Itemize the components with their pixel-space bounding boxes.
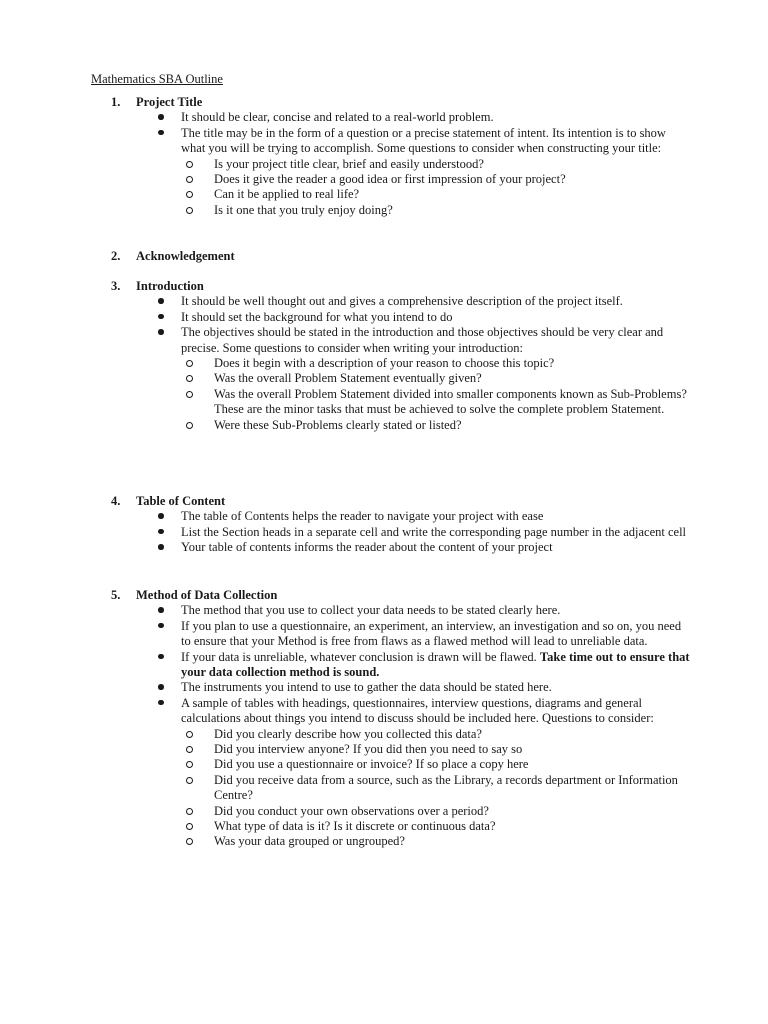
list-item-text: It should be clear, concise and related to a real-world problem. [181, 110, 494, 125]
sub-list-item [185, 172, 691, 187]
sub-list-item [185, 773, 691, 804]
section-introduction [111, 279, 691, 433]
bullet-icon [158, 314, 164, 320]
list-item [111, 603, 691, 618]
list-item [111, 509, 691, 524]
sub-list-item-text: Were these Sub-Problems clearly stated or listed? [214, 417, 462, 432]
sub-list-item [185, 387, 691, 418]
bullet-icon [158, 654, 164, 660]
circle-bullet-icon [186, 375, 193, 382]
bullet-icon [158, 544, 164, 550]
list-item [111, 525, 691, 540]
circle-bullet-icon [186, 360, 193, 367]
section-number: 3. [111, 279, 121, 293]
list-item-text: The instruments you intend to use to gather the data should be stated here. [181, 680, 552, 695]
circle-bullet-icon [186, 761, 193, 768]
bullet-icon [158, 130, 164, 136]
circle-bullet-icon [186, 191, 193, 198]
sub-list-item [185, 203, 691, 218]
bullet-icon [158, 700, 164, 706]
list-item [111, 619, 691, 650]
bullet-icon [158, 623, 164, 629]
section-project-title [111, 95, 691, 218]
circle-bullet-icon [186, 391, 193, 398]
sub-list-item [185, 187, 691, 202]
list-item-text-plain: If your data is unreliable, whatever conclusion is drawn will be flawed. [181, 649, 540, 664]
sub-list-item-text: Does it give the reader a good idea or first impression of your project? [214, 172, 566, 187]
section-heading-text: Table of Content [136, 494, 226, 508]
sub-list-item [185, 834, 691, 849]
list-item-text: The table of Contents helps the reader to navigate your project with ease [181, 509, 544, 524]
circle-bullet-icon [186, 731, 193, 738]
circle-bullet-icon [186, 808, 193, 815]
list-item [111, 325, 691, 433]
list-item-text: It should set the background for what you intend to do [181, 309, 453, 324]
section-heading-text: Introduction [136, 279, 204, 293]
sub-list-item-text: Is your project title clear, brief and easily understood? [214, 156, 484, 171]
list-item-text: If you plan to use a questionnaire, an experiment, an interview, an investigation and so on, you need to ensure that your Method is free from flaws as a flawed method will lead to unreliable data. [181, 618, 682, 649]
bullet-icon [158, 298, 164, 304]
list-item [111, 650, 691, 681]
circle-bullet-icon [186, 777, 193, 784]
sub-list-item [185, 418, 691, 433]
sub-list-item-text: Did you conduct your own observations over a period? [214, 803, 489, 818]
section-heading [111, 249, 691, 264]
section-heading [111, 588, 691, 603]
sub-list-item-text: Was your data grouped or ungrouped? [214, 834, 405, 849]
sub-list-item-text: Did you receive data from a source, such as the Library, a records department or Information Centre? [214, 772, 678, 803]
sub-list-item-text: What type of data is it? Is it discrete or continuous data? [214, 819, 496, 834]
bullet-list [111, 294, 691, 433]
sub-list-item [185, 157, 691, 172]
section-heading [111, 279, 691, 294]
sub-list-item [185, 371, 691, 386]
bullet-icon [158, 513, 164, 519]
section-number: 2. [111, 249, 121, 263]
list-item-text: The method that you use to collect your data needs to be stated clearly here. [181, 603, 561, 618]
sub-list-item-text: Was the overall Problem Statement eventually given? [214, 371, 482, 386]
list-item [111, 126, 691, 218]
section-number: 5. [111, 588, 121, 602]
section-heading-text: Acknowledgement [136, 249, 235, 263]
section-heading [111, 95, 691, 110]
list-item-text: Your table of contents informs the reader about the content of your project [181, 540, 553, 555]
bullet-list [111, 509, 691, 555]
sub-list [185, 727, 691, 850]
list-item-text: The objectives should be stated in the introduction and those objectives should be very clear and precise. Some questions to consider when writing your introduction: [181, 325, 664, 355]
circle-bullet-icon [186, 161, 193, 168]
sub-list-item-text: Does it begin with a description of your reason to choose this topic? [214, 356, 555, 371]
section-method-of-data-collection [111, 588, 691, 850]
sub-list-item-text: Can it be applied to real life? [214, 187, 360, 202]
list-item-text: It should be well thought out and gives a comprehensive description of the project itself. [181, 294, 623, 309]
sub-list-item-text: Did you interview anyone? If you did then you need to say so [214, 742, 523, 757]
sub-list-item-text: Did you use a questionnaire or invoice? If so place a copy here [214, 757, 529, 772]
sub-list-item [185, 356, 691, 371]
list-item [111, 680, 691, 695]
section-number: 1. [111, 95, 121, 109]
circle-bullet-icon [186, 207, 193, 214]
bullet-icon [158, 607, 164, 613]
circle-bullet-icon [186, 838, 193, 845]
list-item-text: List the Section heads in a separate cell and write the corresponding page number in the adjacent cell [181, 524, 687, 539]
circle-bullet-icon [186, 176, 193, 183]
bullet-icon [158, 114, 164, 120]
section-heading-text: Project Title [136, 95, 203, 109]
document-title: Mathematics SBA Outline [91, 72, 223, 86]
bullet-list [111, 603, 691, 850]
list-item-text-bold: Take time out to ensure that your data collection method is sound. [181, 649, 690, 680]
list-item-text: A sample of tables with headings, questionnaires, interview questions, diagrams and general calculations about things you intend to discuss should be included here. Questions to consider: [181, 695, 654, 726]
list-item [111, 310, 691, 325]
bullet-list [111, 110, 691, 218]
section-number: 4. [111, 494, 121, 508]
section-heading [111, 494, 691, 509]
circle-bullet-icon [186, 422, 193, 429]
bullet-icon [158, 329, 164, 335]
bullet-icon [158, 529, 164, 535]
circle-bullet-icon [186, 746, 193, 753]
sub-list-item [185, 742, 691, 757]
bullet-icon [158, 684, 164, 690]
list-item-text: The title may be in the form of a question or a precise statement of intent. Its intention is to show what you will be trying to accomplish. Some questions to consider when constructing your title: [181, 125, 666, 156]
sub-list-item-text: Did you clearly describe how you collected this data? [214, 726, 482, 741]
list-item [111, 696, 691, 850]
sub-list-item [185, 804, 691, 819]
list-item-text [181, 650, 691, 681]
sub-list-item [185, 819, 691, 834]
circle-bullet-icon [186, 823, 193, 830]
section-table-of-content [111, 494, 691, 556]
sub-list-item-text: Was the overall Problem Statement divided into smaller components known as Sub-Problems? These are the minor tasks that must be achieved to solve the complete problem Statement. [214, 386, 687, 417]
sub-list-item-text: Is it one that you truly enjoy doing? [214, 202, 393, 217]
section-heading-text: Method of Data Collection [136, 588, 278, 602]
list-item [111, 540, 691, 555]
sub-list-item [185, 727, 691, 742]
list-item [111, 110, 691, 125]
sub-list [185, 356, 691, 433]
section-acknowledgement [111, 249, 691, 264]
sub-list-item [185, 757, 691, 772]
list-item [111, 294, 691, 309]
sub-list [185, 157, 691, 219]
